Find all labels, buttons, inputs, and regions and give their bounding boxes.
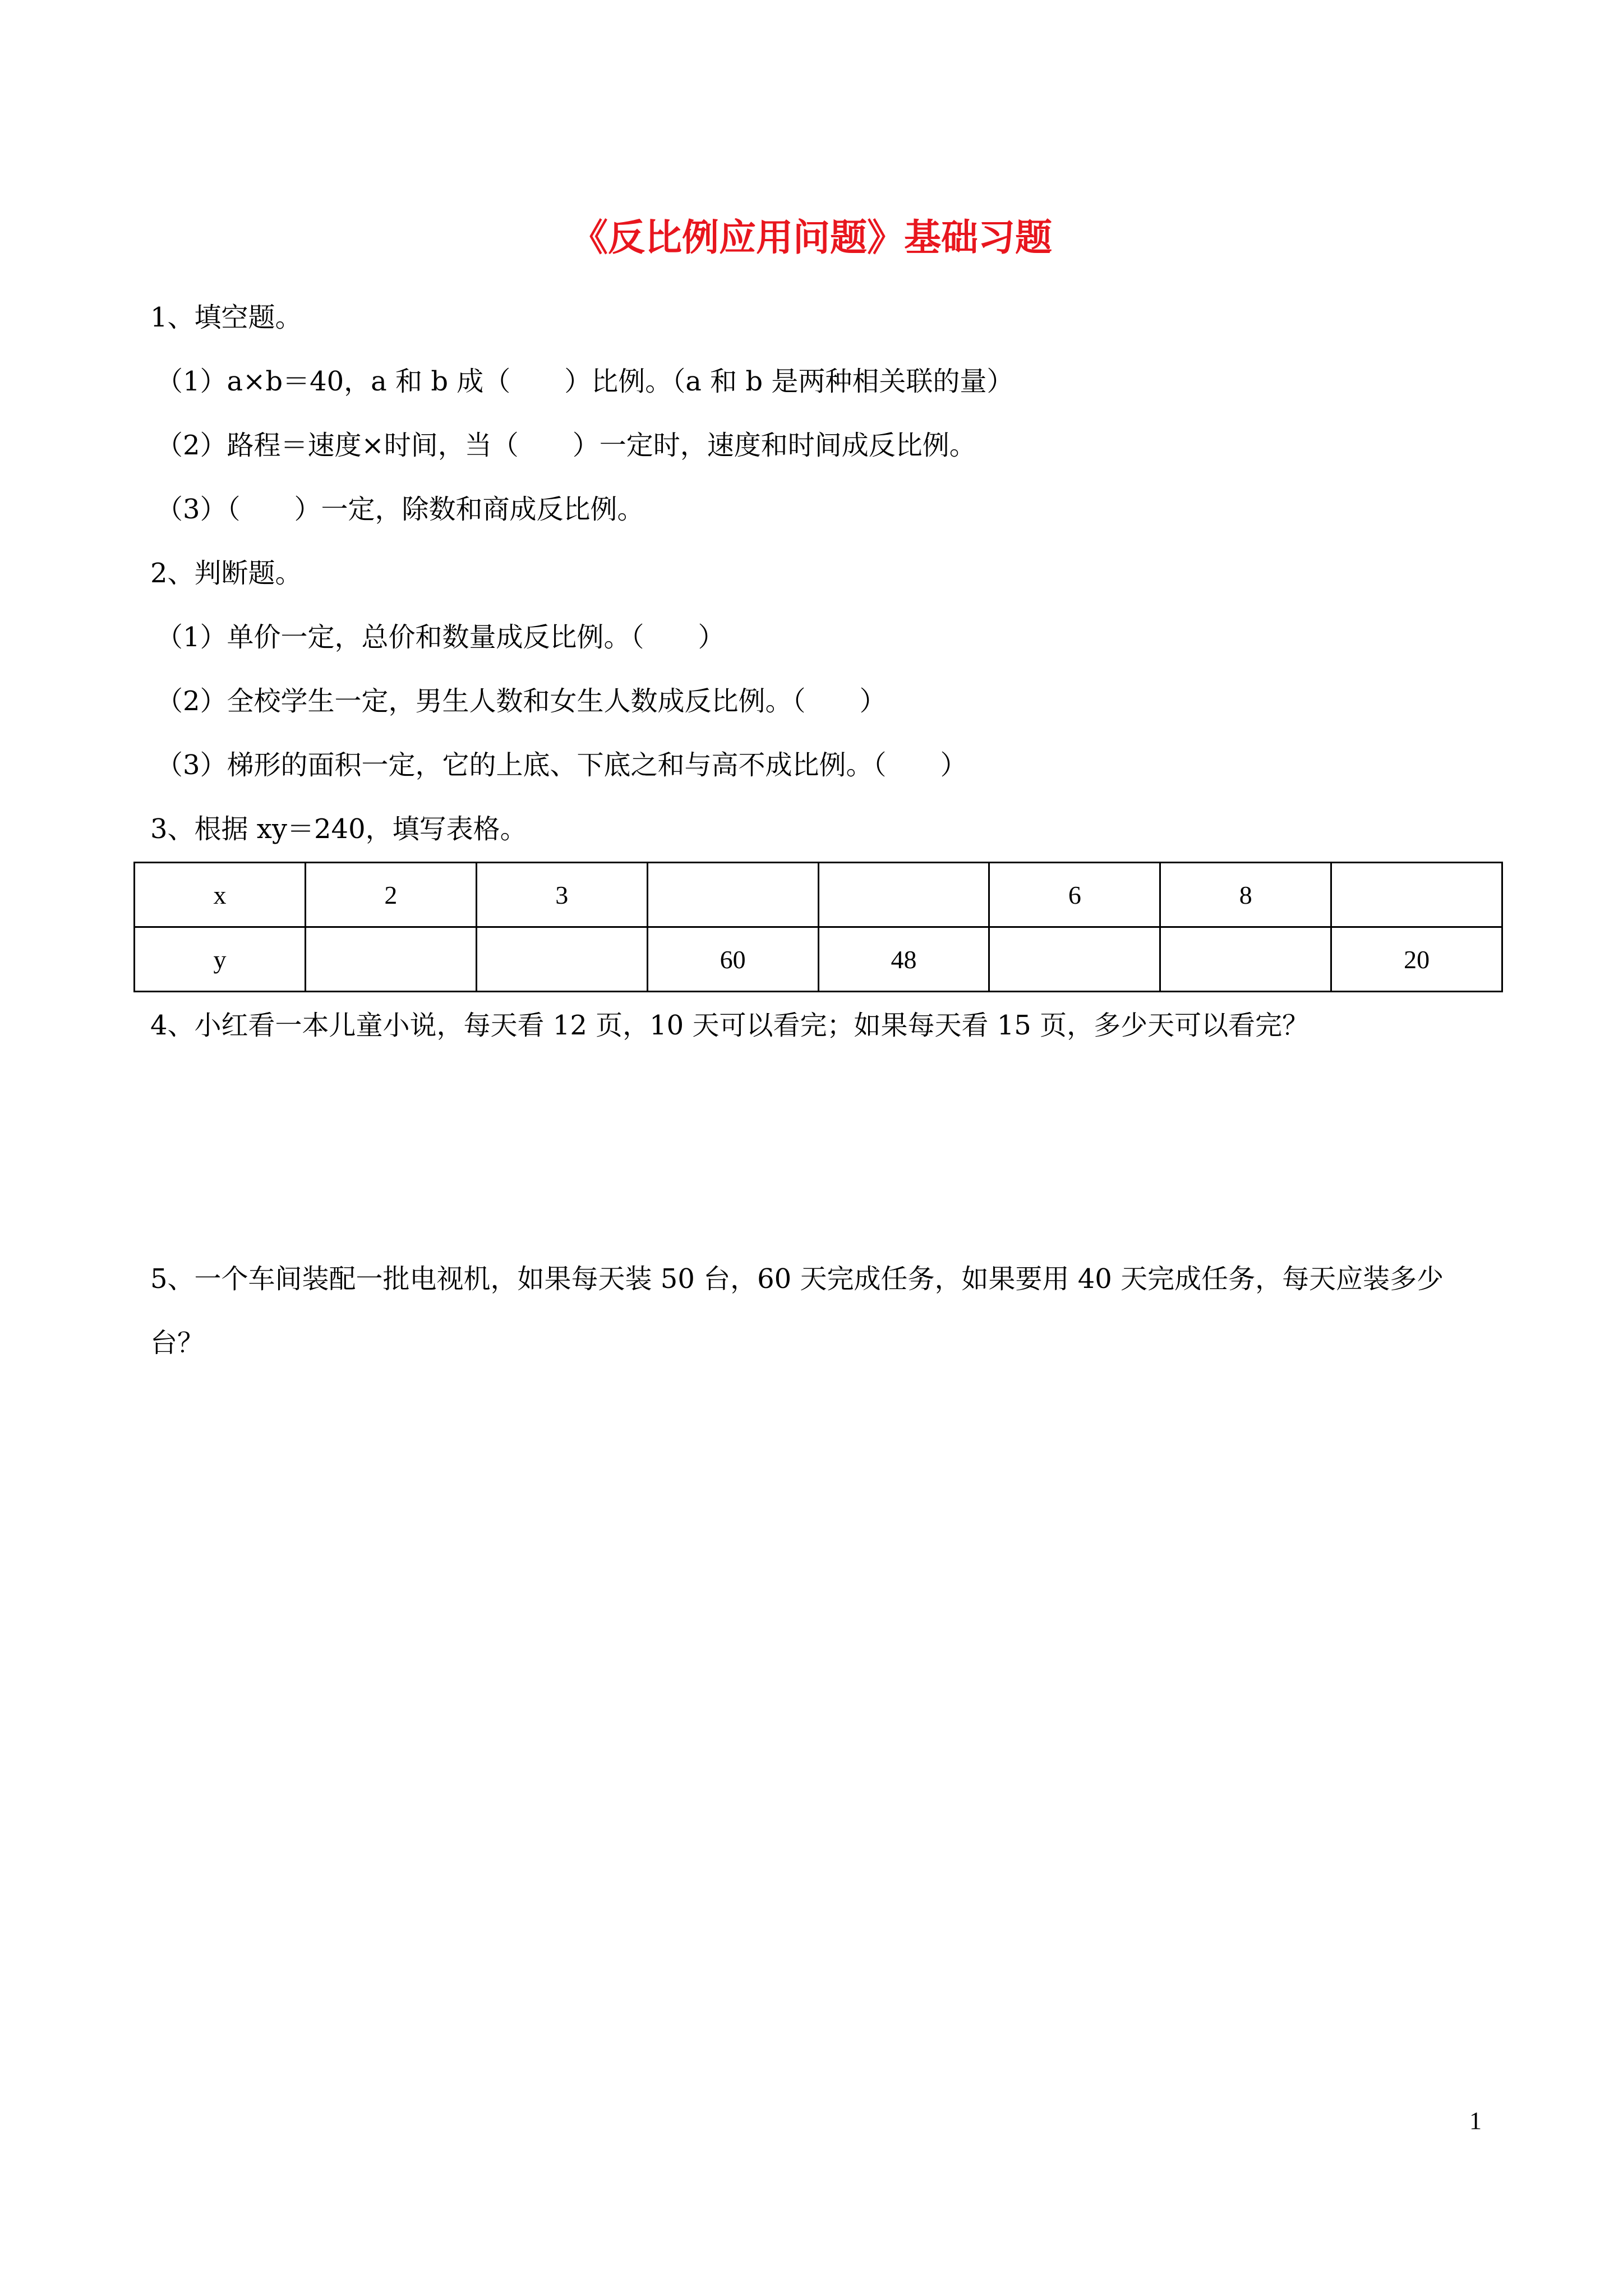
worksheet-title: 《反比例应用问题》基础习题 <box>571 215 1052 259</box>
table-cell-blank <box>1160 927 1331 992</box>
table-cell: 8 <box>1160 863 1331 927</box>
question-3-heading: 3、根据 xy＝240，填写表格。 <box>150 813 527 845</box>
table-cell: y <box>135 927 306 992</box>
table-cell: 60 <box>647 927 818 992</box>
table-cell-blank <box>1331 863 1502 927</box>
table-cell-blank <box>476 927 647 992</box>
page-number: 1 <box>1469 2107 1482 2134</box>
question-2-item-2: （2）全校学生一定，男生人数和女生人数成反比例。（ ） <box>156 685 887 717</box>
table-cell-blank <box>647 863 818 927</box>
question-4-text: 4、小红看一本儿童小说，每天看 12 页，10 天可以看完；如果每天看 15 页，多少天可以看完？ <box>150 1010 1310 1041</box>
question-2-heading: 2、判断题。 <box>150 558 302 589</box>
xy-table <box>133 862 1503 992</box>
table-row-y <box>135 927 1502 992</box>
question-2-item-3: （3）梯形的面积一定，它的上底、下底之和与高不成比例。（ ） <box>156 749 967 781</box>
table-cell: 48 <box>818 927 989 992</box>
table-cell: 2 <box>305 863 476 927</box>
question-5-text-line-1: 5、一个车间装配一批电视机，如果每天装 50 台，60 天完成任务，如果要用 40 天完成任务，每天应装多少 <box>150 1263 1444 1295</box>
question-2-item-1: （1）单价一定，总价和数量成反比例。（ ） <box>156 622 725 653</box>
table-cell: x <box>135 863 306 927</box>
table-cell-blank <box>989 927 1160 992</box>
question-1-item-2: （2）路程＝速度×时间，当（ ）一定时，速度和时间成反比例。 <box>156 430 976 461</box>
table-cell-blank <box>818 863 989 927</box>
table-cell: 20 <box>1331 927 1502 992</box>
table-row-x <box>135 863 1502 927</box>
question-1-item-1: （1）a×b＝40，a 和 b 成（ ）比例。（a 和 b 是两种相关联的量） <box>156 366 1014 397</box>
question-1-item-3: （3）（ ）一定，除数和商成反比例。 <box>156 494 644 525</box>
table-cell: 6 <box>989 863 1160 927</box>
table-cell: 3 <box>476 863 647 927</box>
table-cell-blank <box>305 927 476 992</box>
question-5-text-line-2: 台？ <box>150 1327 205 1359</box>
question-1-heading: 1、填空题。 <box>150 302 302 333</box>
